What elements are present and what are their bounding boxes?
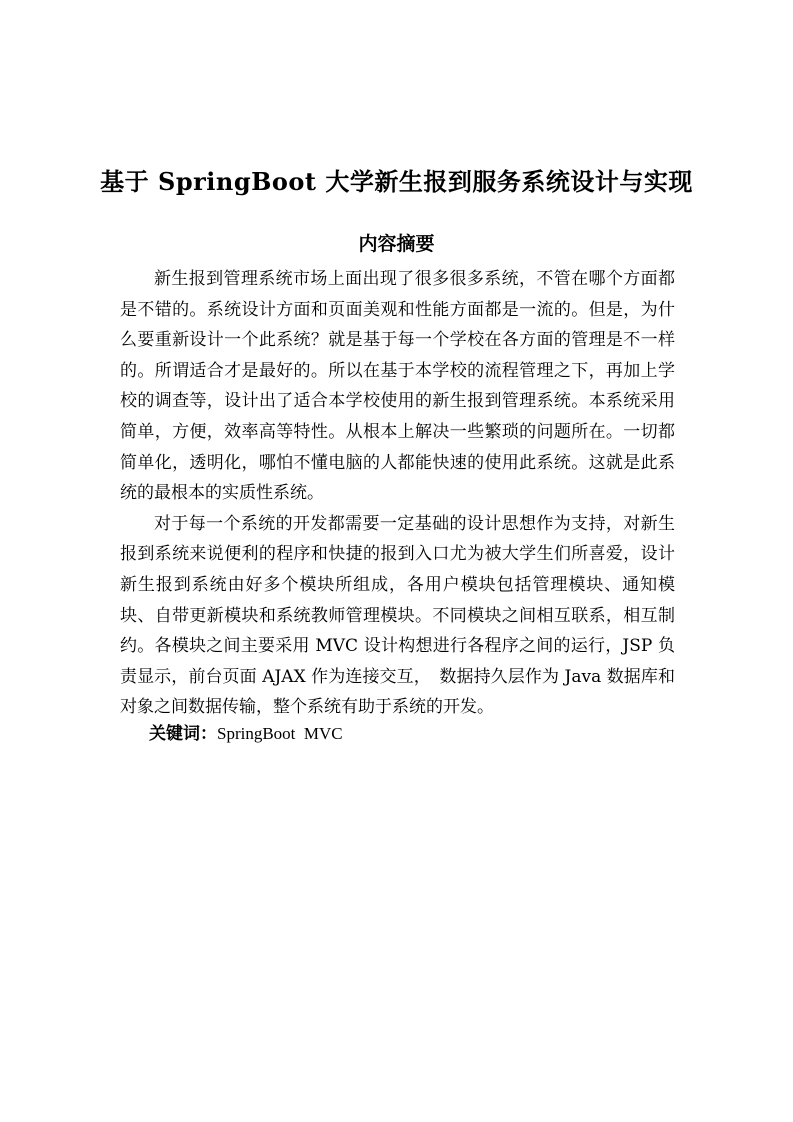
keywords-values: SpringBoot MVC bbox=[217, 724, 343, 743]
abstract-paragraph-1: 新生报到管理系统市场上面出现了很多很多系统，不管在哪个方面都是不错的。系统设计方面和页面美观和性能方面都是一流的。但是，为什么要重新设计一个此系统？就是基于每一个学校在各方面的管理是不一样的。所谓适合才是最好的。所以在基于本学校的流程管理之下，再加上学校的调查等，设计出了适合本学校使用的新生报到管理系统。本系统采用简单，方便，效率高等特性。从根本上解决一些繁琐的问题所在。一切都简单化，透明化，哪怕不懂电脑的人都能快速的使用此系统。这就是此系统的最根本的实质性系统。 bbox=[120, 269, 675, 504]
abstract-body bbox=[120, 264, 675, 723]
paper-title: 基于 SpringBoot 大学新生报到服务系统设计与实现 bbox=[100, 167, 693, 196]
keywords-line bbox=[149, 720, 669, 748]
abstract-paragraph-2: 对于每一个系统的开发都需要一定基础的设计思想作为支持，对新生报到系统来说便利的程序和快捷的报到入口尤为被大学生们所喜爱，设计新生报到系统由好多个模块所组成，各用户模块包括管理模块、通知模块、自带更新模块和系统教师管理模块。不同模块之间相互联系，相互制约。各模块之间主要采用 MVC 设计构想进行各程序之间的运行，JSP 负责显示，前台页面 AJAX 作为连接交互， 数据持久层作为 Java 数据库和对象之间数据传输，整个系统有助于系统的开发。 bbox=[120, 513, 675, 718]
abstract-heading: 内容摘要 bbox=[358, 233, 435, 255]
keywords-label: 关键词： bbox=[149, 724, 217, 744]
